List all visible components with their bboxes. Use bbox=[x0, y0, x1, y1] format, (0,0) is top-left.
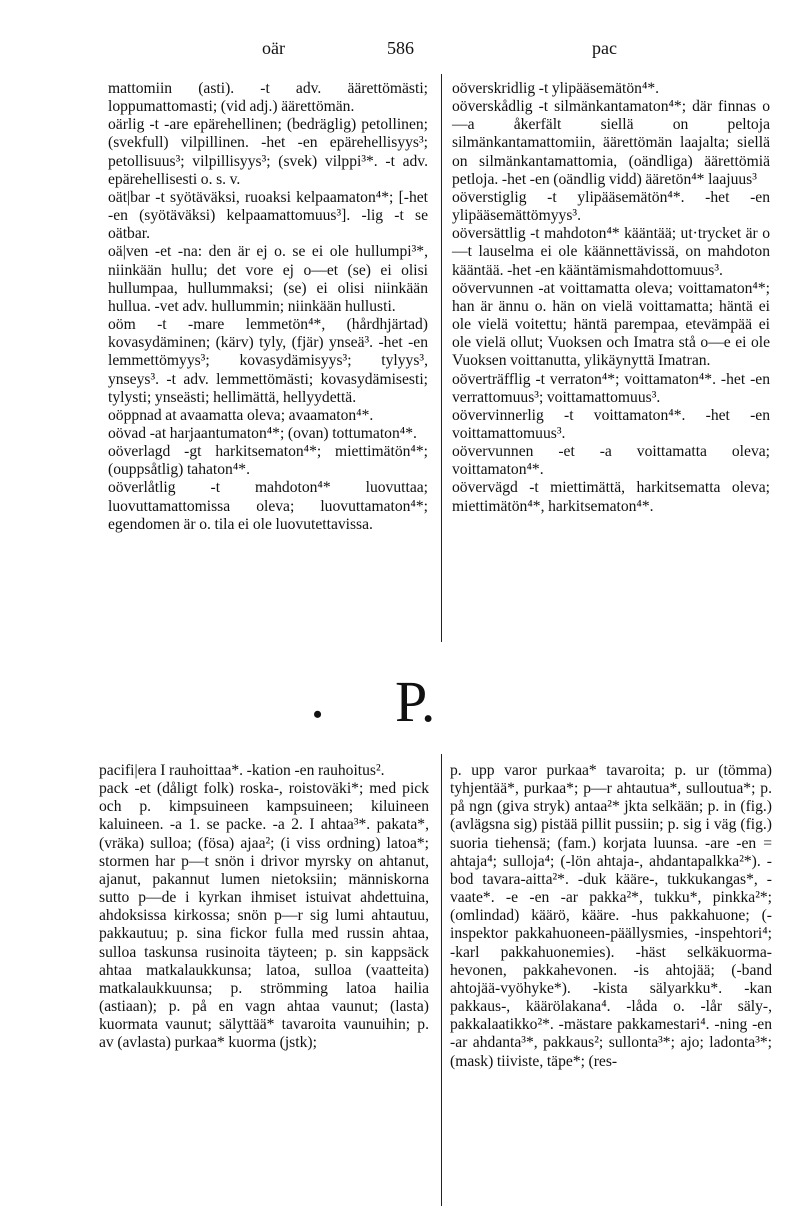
dictionary-entry: pacifi|era I rauhoittaa*. -kation -en rauhoitus². bbox=[99, 762, 385, 779]
column-divider-bottom bbox=[441, 754, 442, 1206]
right-guide-word: pac bbox=[592, 38, 617, 58]
dictionary-entry: oät|bar -t syötäväksi, ruoaksi kelpaamaton⁴*; [-het -en (syötäväksi) kelpaamattomuus³]. -lig -t se oätbar. bbox=[108, 188, 428, 243]
column-left-top bbox=[108, 80, 428, 534]
dictionary-entry: oövervinnerlig -t voittamaton⁴*. -het -en voittamattomuus³. bbox=[452, 406, 770, 442]
dictionary-entry: oärlig -t -are epärehellinen; (bedräglig) petollinen; (svekfull) vilpillinen. -het -en epärehellisyys³; petollisuus³; vilpillisyys³; (svek) vilppi³*. -t adv. epärehellisesti o. s. v. bbox=[108, 116, 428, 188]
dictionary-entry: oöm -t -mare lemmetön⁴*, (hårdhjärtad) kovasydäminen; (kärv) tyly, (fjär) ynseä³. -het -en lemmettömyys³; kovasydämisyys³; tylyys³, ynseys³. -t adv. lemmettömästi; kovasydämisesti; tylysti; ynseästi; hellimättä, hellyydettä. bbox=[108, 316, 428, 406]
dictionary-entry: oövervunnen -at voittamatta oleva; voittamaton⁴*; han är ännu o. hän on vielä voittamatta; häntä ei ole vielä voitettu; häntä parempaa, etevämpää ei ole vielä ollut; Vuoksen och Imatra stå o—e ei ole Vuoksen voittanutta, ylikäynyttä Imatran. bbox=[452, 279, 770, 370]
dictionary-entry: oövervunnen -et -a voittamatta oleva; voittamaton⁴*. bbox=[452, 443, 770, 479]
dictionary-entry: oöppnad at avaamatta oleva; avaamaton⁴*. bbox=[108, 406, 374, 424]
dictionary-entry: oövervägd -t miettimättä, harkitsematta oleva; miettimätön⁴*, harkitsematon⁴*. bbox=[452, 479, 770, 515]
dictionary-entry: oöverstiglig -t ylipääsemätön⁴*. -het -en ylipääsemättömyys³. bbox=[452, 188, 770, 225]
dictionary-entry: p. upp varor purkaa* tavaroita; p. ur (tömma) tyhjentää*, purkaa*; p—r ahtautua*, sulloutua*; p. på ngn (giva stryk) antaa²* jkta selkään; p. in (fig.) (avlägsna sig) pistää pillit pussiin; p. sig i väg (fig.) suoria tiehensä; (fam.) korjata luunsa. -are -en = ahtaja⁴; sulloja⁴; (-lön ahtaja-, ahdantapalkka²*). -bod tavara-aitta²*. -duk kääre-, tukkukangas*, -vaate*. -e -en -ar pakka²*, tukku*, pinkka²*; (omlindad) käärö, kääre. -hus pakkahuone; (-inspektor pakkahuoneen-päällysmies, -inspehtori⁴; -karl pakkahuonemies). -häst selkäkuorma-hevonen, pakkahevonen. -is ahtojää; (-band ahtojää-vyöhyke*). -kista sälyarkku*. -kan pakkaus-, käärölakana⁴. -låda o. -lår säly-, pakkalaatikko²*. -mästare pakkamestari⁴. -ning -en -ar ahdanta³*, pakkaus²; sullonta³*; ajo; ladonta³*; (mask) tiiviste, täpe*; (res- bbox=[450, 762, 772, 1070]
section-letter: P. bbox=[395, 669, 436, 734]
page-number: 586 bbox=[387, 38, 414, 58]
left-guide-word: oär bbox=[262, 38, 285, 58]
dictionary-entry: oöverlagd -gt harkitsematon⁴*; miettimätön⁴*; (ouppsåtlig) tahaton⁴*. bbox=[108, 443, 428, 479]
dictionary-entry: oöverträfflig -t verraton⁴*; voittamaton⁴*. -het -en verrattomuus³; voittamattomuus³. bbox=[452, 370, 770, 406]
dictionary-entry: oöverskridlig -t ylipääsemätön⁴*. bbox=[452, 80, 660, 97]
dictionary-entry: pack -et (dåligt folk) roska-, roistoväki*; med pick och p. kimpsuineen kampsuineen; kiluineen kaluineen. -a 1. se packe. -a 2. I ahtaa³*. pakata*, (vräka) sulloa; (fösa) ajaa²; (i viss ordning) latoa*; stormen har p—t snön i drivor myrsky on ahtanut, ajanut, pakannut lumen nietoksiin; människorna sutto p—de i kyrkan ihmiset istuivat ahdettuina, ahdoksissa kirkossa; snön p—r sig lumi ahtautuu, pakkautuu; p. sina fickor fulla med russin ahtaa, sulloa taskunsa rusinoita täyteen; p. sin kappsäck ahtaa matkalaukkunsa; latoa, sulloa (vaatteita) matkalaukkuunsa; p. strömming latoa hailia (astiaan); p. på en vagn ahtaa vaunut; (lasta) kuormata vaunut; sälyttää* tavaroita vaunuihin; p. av (avlasta) purkaa* kuorma (jstk); bbox=[99, 780, 429, 1052]
dictionary-entry: oöversättlig -t mahdoton⁴* kääntää; ut·trycket är o—t lauselma ei ole käännettävissä, on mahdoton kääntää. -het -en kääntämismahdottomuus³. bbox=[452, 225, 770, 279]
section-bullet: • bbox=[313, 700, 323, 729]
dictionary-entry: oöverskådlig -t silmänkantamaton⁴*; där finnas o—a åkerfält siellä on peltoja silmänkantamattomiin, äärettömän laajalta; siellä on silmänkantamattomia, (oändliga) äärettömiä petloja. -het -en (oändlig vidd) ääretön⁴* laajuus³ bbox=[452, 98, 770, 188]
dictionary-entry: oä|ven -et -na: den är ej o. se ei ole hullumpi³*, niinkään hullu; det vore ej o—et (se) ei olisi hullumpaa, hullummaksi; (se) ei olisi niinkään hullua. -vet adv. hullummin; niinkään hullusti. bbox=[108, 243, 428, 315]
column-right-bottom bbox=[450, 762, 772, 1071]
column-divider-top bbox=[441, 74, 442, 642]
page-header bbox=[0, 38, 800, 66]
dictionary-entry: oöverlåtlig -t mahdoton⁴* luovuttaa; luovuttamattomissa oleva; luovuttamaton⁴*; egendomen är o. tila ei ole luovutettavissa. bbox=[108, 479, 428, 533]
column-left-bottom bbox=[99, 762, 429, 1053]
column-right-top bbox=[452, 80, 770, 516]
dictionary-entry: mattomiin (asti). -t adv. äärettömästi; loppumattomasti; (vid adj.) äärettömän. bbox=[108, 80, 428, 116]
dictionary-entry: oövad -at harjaantumaton⁴*; (ovan) tottumaton⁴*. bbox=[108, 424, 417, 442]
